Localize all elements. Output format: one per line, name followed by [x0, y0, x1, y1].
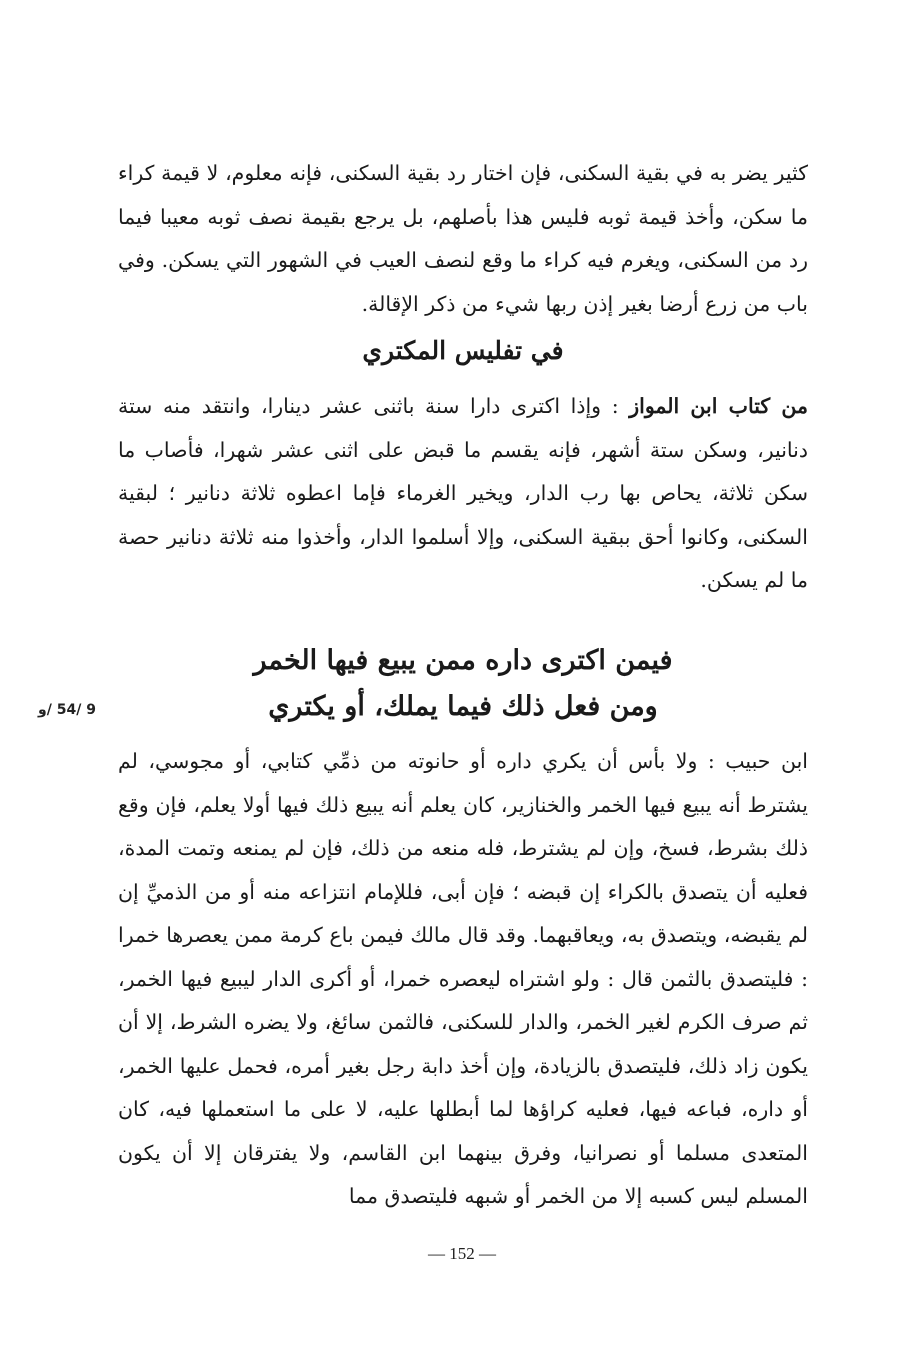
heading-line-2: ومن فعل ذلك فيما يملك، أو يكتري [268, 691, 658, 722]
paragraph-text: كثير يضر به في بقية السكنى، فإن اختار رد بقية السكنى، فإنه معلوم، لا قيمة كراء ما سكن، وأخذ قيمة ثوبه فليس هذا بأصلهم، بل يرجع بقيمة نصف ثوبه معيبا فيما رد من السكنى، ويغرم فيه كراء ما وقع لنصف العيب في الشهور التي يسكن. وفي باب من زرع أرضا بغير إذن ربها شيء من ذكر الإقالة. [118, 161, 808, 316]
source-citation: من كتاب ابن المواز [629, 394, 808, 418]
paragraph-body: : وإذا اكترى دارا سنة باثنى عشر دينارا، وانتقد منه ستة دنانير، وسكن ستة أشهر، فإنه يقسم ما قبض على اثنى عشر شهرا، فأصاب ما سكن ثلاثة، يحاص بها رب الدار، ويخير الغرماء فإما اعطوه ثلاثة دنانير ؛ لبقية السكنى، وكانوا أحق ببقية السكنى، وإلا أسلموا الدار، وأخذوا منه ثلاثة دنانير حصة ما لم يسكن. [118, 394, 808, 592]
heading-line-1: فيمن اكترى داره ممن يبيع فيها الخمر [253, 645, 673, 676]
paragraph-text [118, 385, 808, 603]
manuscript-folio-note: 9 /54 /و [38, 702, 96, 718]
paragraph-text: ابن حبيب : ولا بأس أن يكري داره أو حانوته من ذمِّي كتابي، أو مجوسي، لم يشترط أنه يبيع فيها الخمر والخنازير، كان يعلم أنه يبيع ذلك فيها أولا يعلم، فإن وقع ذلك بشرط، فسخ، وإن لم يشترط، فله منعه من ذلك، فإن لم يمنعه وتمت المدة، فعليه أن يتصدق بالكراء إن قبضه ؛ فإن أبى، فللإمام انتزاعه منه أو من الذميِّ إن لم يقبضه، ويتصدق به، ويعاقبهما. وقد قال مالك فيمن باع كرمة ممن يعصرها خمرا : فليتصدق بالثمن قال : ولو اشتراه ليعصره خمرا، أو أكرى الدار ليبيع فيها الخمر، ثم صرف الكرم لغير الخمر، والدار للسكنى، فالثمن سائغ، ولا يضره الشرط، إلا أن يكون زاد ذلك، فليتصدق بالزيادة، وإن أخذ دابة رجل بغير أمره، فحمل عليها الخمر، أو داره، فباعه فيها، فعليه كراؤها لما أبطلها عليه، لا على ما استعملها فيه، كان المتعدى مسلما أو نصرانيا، وفرق بينهما ابن القاسم، ولا يفترقان إلا أن يكون المسلم ليس كسبه إلا من الخمر أو شبهه فليتصدق مما [118, 749, 808, 1208]
paragraph-top [118, 152, 808, 326]
section-heading-tafleesa: في تفليس المكتري [362, 336, 564, 365]
section-heading-khamr [150, 638, 776, 730]
paragraph-section-1 [118, 385, 808, 603]
paragraph-section-2 [118, 740, 808, 1219]
page-number: — 152 — [428, 1244, 496, 1263]
